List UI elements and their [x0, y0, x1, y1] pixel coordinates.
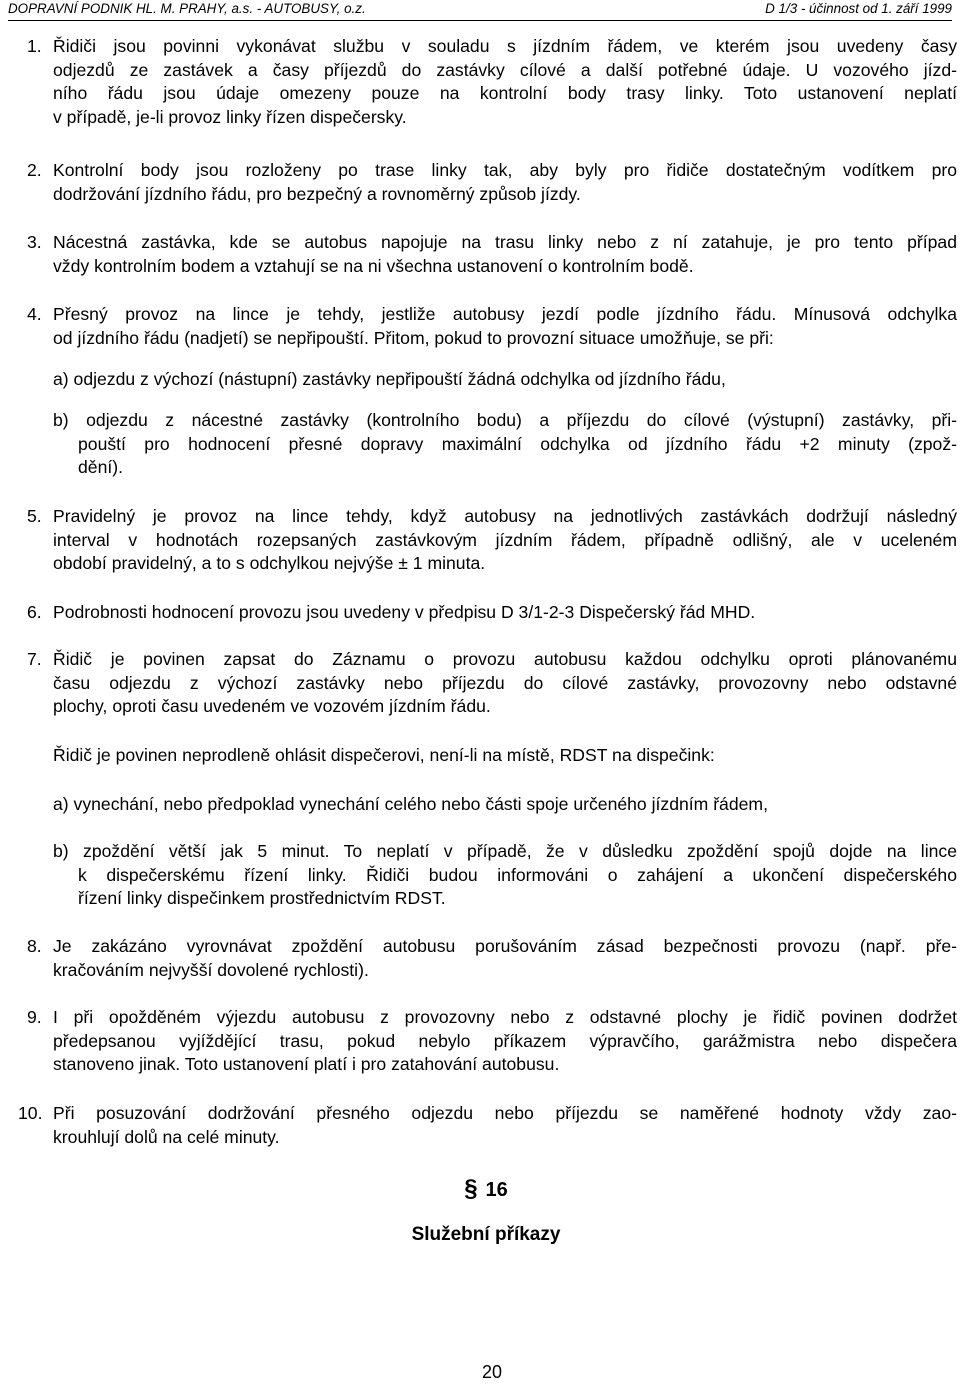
text-line: Řidič je povinen zapsat do Záznamu o provozu autobusu každou odchylku oproti plánovanému — [53, 649, 957, 669]
text-line: Pravidelný je provoz na lince tehdy, když autobusy na jednotlivých zastávkách dodržují následný — [53, 506, 957, 526]
text-line: Kontrolní body jsou rozloženy po trase linky tak, aby byly pro řidiče dostatečným vodítkem pro — [53, 160, 957, 180]
subparagraph-7a — [53, 793, 957, 817]
text-line: Řidič je povinen neprodleně ohlásit dispečerovi, není-li na místě, RDST na dispečink: — [53, 745, 715, 765]
text-line: pouští pro hodnocení přesné dopravy maximální odchylka od jízdního řádu +2 minuty (zpož- — [78, 433, 957, 454]
text-line: dodržování jízdního řádu, pro bezpečný a rovnoměrný způsob jízdy. — [53, 183, 581, 204]
paragraph-number: 5. — [27, 506, 42, 526]
section-symbol: § — [464, 1175, 478, 1202]
text-line: období pravidelný, a to s odchylkou nejvýše ± 1 minuta. — [53, 553, 486, 573]
text-line: Je zakázáno vyrovnávat zpoždění autobusu porušováním zásad bezpečnosti provozu (např. pře- — [53, 936, 957, 956]
paragraph-number: 4. — [27, 304, 42, 324]
text-line: krouhlují dolů na celé minuty. — [53, 1126, 280, 1147]
text-line: kračováním nejvyšší dovolené rychlosti). — [53, 959, 369, 980]
text-line: odjezdů ze zastávek a časy příjezdů do zastávky cílové a další potřebné údaje. U vozového jízd- — [53, 59, 957, 80]
paragraph-number: 2. — [27, 160, 42, 180]
subparagraph-4b — [53, 409, 957, 480]
section-title: Služební příkazy — [411, 1224, 561, 1245]
page-header — [8, 0, 952, 21]
paragraph-number: 7. — [27, 649, 42, 669]
text-line: a) odjezdu z výchozí (nástupní) zastávky nepřipouští žádná odchylka od jízdního řádu, — [53, 369, 726, 389]
header-document-id: D 1/3 - účinnost od 1. září 1999 — [765, 1, 952, 16]
paragraph-number: 9. — [27, 1007, 42, 1027]
text-line: b) zpoždění větší jak 5 minut. To neplatí v případě, že v důsledku zpoždění spojů dojde na lince — [53, 841, 957, 861]
paragraph-number: 6. — [27, 602, 42, 622]
paragraph-6 — [27, 601, 957, 625]
text-line: interval v hodnotách rozepsaných zastávkovým jízdním řádem, případně odlišný, ale v uceleném — [53, 529, 957, 550]
text-line: I při opožděném výjezdu autobusu z provozovny nebo z odstavné plochy je řidič povinen dodržet — [53, 1007, 957, 1027]
text-line: v případě, je-li provoz linky řízen dispečersky. — [53, 106, 407, 127]
paragraph-2 — [27, 159, 957, 206]
text-line: vždy kontrolním bodem a vztahují se na ni všechna ustanovení o kontrolním bodě. — [53, 255, 694, 276]
text-line: řízení linky dispečinkem prostřednictvím RDST. — [78, 888, 446, 908]
paragraph-9 — [27, 1006, 957, 1077]
page-number: 20 — [481, 1362, 503, 1382]
subparagraph-4a — [53, 368, 957, 392]
text-line: Nácestná zastávka, kde se autobus napojuje na trasu linky nebo z ní zatahuje, je pro tento případ — [53, 232, 957, 252]
text-line: dění). — [78, 457, 123, 477]
paragraph-8 — [27, 935, 957, 982]
paragraph-10 — [18, 1102, 957, 1149]
text-line: od jízdního řádu (nadjetí) se nepřipouští. Přitom, pokud to provozní situace umožňuje, se při: — [53, 327, 774, 348]
paragraph-5 — [27, 505, 957, 576]
paragraph-3 — [27, 231, 957, 278]
text-line: ního řádu jsou údaje omezeny pouze na kontrolní body trasy linky. Toto ustanovení neplatí — [53, 83, 957, 103]
text-line: stanoveno jinak. Toto ustanovení platí i pro zatahování autobusu. — [53, 1054, 560, 1074]
text-line: a) vynechání, nebo předpoklad vynechání celého nebo části spoje určeného jízdním řádem, — [53, 794, 768, 814]
paragraph-4 — [27, 303, 957, 350]
paragraph-number: 10. — [18, 1103, 43, 1123]
section-number — [0, 1175, 960, 1203]
paragraph-number: 8. — [27, 936, 42, 956]
text-line: času odjezdu z výchozí zastávky nebo příjezdu do cílové zastávky, provozovny nebo odstavné — [53, 672, 957, 693]
text-line: k dispečerskému řízení linky. Řidiči budou informováni o zahájení a ukončení dispečerského — [78, 864, 957, 885]
paragraph-7 — [27, 648, 957, 719]
paragraph-7-notice — [53, 744, 957, 768]
paragraph-1 — [27, 35, 957, 129]
paragraph-number: 3. — [27, 232, 42, 252]
text-line: předepsanou vyjíždějící trasu, pokud nebylo příkazem výpravčího, garážmistra nebo dispečera — [53, 1030, 957, 1051]
text-line: Řidiči jsou povinni vykonávat službu v souladu s jízdním řádem, ve kterém jsou uvedeny časy — [53, 36, 957, 56]
section-number-text: 16 — [485, 1179, 508, 1201]
text-line: Při posuzování dodržování přesného odjezdu nebo příjezdu se naměřené hodnoty vždy zao- — [53, 1103, 957, 1123]
text-line: Přesný provoz na lince je tehdy, jestliže autobusy jezdí podle jízdního řádu. Mínusová odchylka — [53, 304, 957, 324]
header-organization: DOPRAVNÍ PODNIK HL. M. PRAHY, a.s. - AUTOBUSY, o.z. — [8, 1, 366, 16]
text-line: Podrobnosti hodnocení provozu jsou uvedeny v předpisu D 3/1-2-3 Dispečerský řád MHD. — [53, 602, 756, 622]
subparagraph-7b — [53, 840, 957, 911]
paragraph-number: 1. — [27, 36, 42, 56]
text-line: plochy, oproti času uvedeném ve vozovém jízdním řádu. — [53, 696, 491, 716]
text-line: b) odjezdu z nácestné zastávky (kontrolního bodu) a příjezdu do cílové (výstupní) zastávky, při- — [53, 410, 957, 430]
